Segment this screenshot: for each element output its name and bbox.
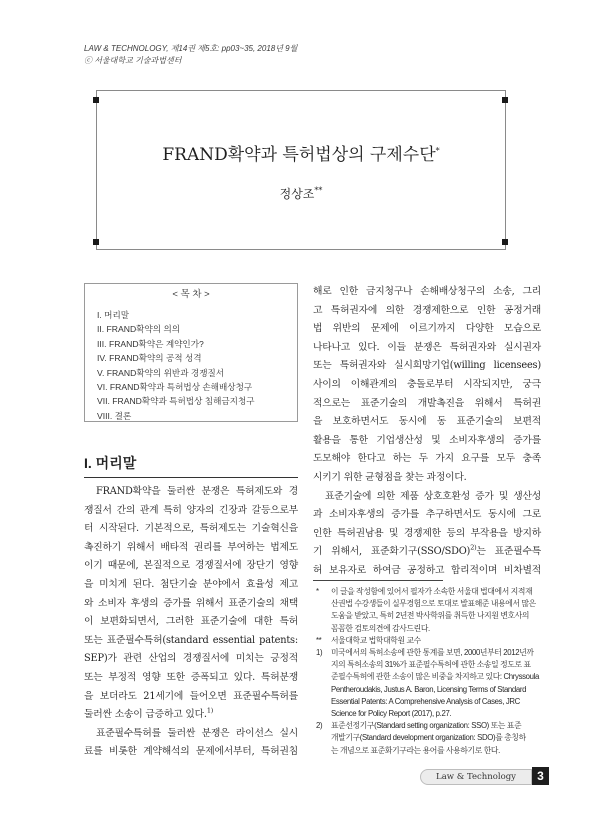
footnote-line: 지의 특허소송의 31%가 표준필수특허에 관한 소송일 정도로 표: [331, 660, 531, 670]
article-author: [96, 186, 506, 202]
corner-square-bottom-left: [93, 239, 99, 245]
body-line: 또는 표준필수특허(standard essential patents:: [84, 634, 298, 646]
footnote-text: [331, 647, 539, 720]
body-line: 료를 비롯한 계약해석의 문제에서부터, 특허권침: [84, 746, 298, 758]
footnote-marker: 1): [316, 648, 323, 658]
body-line: 촉진하기 위해서 배타적 권리를 부여하는 법제도: [84, 541, 298, 553]
article-title: [96, 144, 506, 166]
toc-item: I. 머리말: [97, 310, 130, 320]
body-line: 허 보유자로 하여금 공정하고 합리적이며 비차별적: [313, 564, 541, 576]
body-line-text: 둘러싼 소송이 급증하고 있다.: [84, 709, 207, 721]
footnote: [316, 635, 541, 647]
body-line: 활용을 통한 기업생산성 및 소비자후생의 증가를: [313, 434, 541, 446]
body-line: 법 위반의 문제에 이르기까지 다양한 모습으로: [313, 323, 541, 335]
right-column-body: [313, 283, 541, 581]
body-line: FRAND확약을 둘러싼 분쟁은 특허제도와 경: [96, 486, 298, 497]
footnote-text: [331, 586, 536, 635]
body-line: 표준필수특허를 둘러싼 분쟁은 라이선스 실시: [96, 727, 298, 739]
footnotes: [316, 586, 541, 757]
footnote-line: 서울대학교 법학대학원 교수: [331, 635, 421, 645]
body-line: 또는 부정적 영향 또한 증폭되고 있다. 특허분쟁: [84, 671, 298, 683]
footnote-reference: 2): [470, 544, 477, 553]
toc-heading: < 목 차 >: [172, 289, 210, 300]
body-line: 해로 인한 금지청구나 손해배상청구의 소송, 그리: [313, 286, 541, 297]
left-column-body: [84, 483, 298, 762]
body-line: 표준기술에 의한 제품 상호호환성 증가 및 생산성: [325, 490, 541, 502]
footnote-line: Science for Policy Report (2017), p.27.: [331, 709, 452, 719]
toc-item: VII. FRAND확약과 특허법상 침해금지청구: [97, 396, 255, 407]
section-divider: [84, 477, 298, 478]
footnote: [316, 647, 541, 720]
footnote-line: 도움을 받았고, 특히 2년전 박사학위를 취득한 나지원 변호사의: [331, 611, 530, 621]
body-line: 고 특허권자에 의한 경쟁제한으로 인한 공정거래: [313, 304, 541, 316]
body-line-text: 는 표준필수특: [476, 546, 541, 558]
page-number: 3: [532, 767, 549, 785]
toc-item: II. FRAND확약의 의의: [97, 324, 181, 335]
toc-item: VI. FRAND확약과 특허법상 손해배상청구: [97, 382, 253, 393]
section-heading: I. 머리말: [84, 455, 137, 471]
footnote-line: 준필수특허에 관한 소송이 많은 비중을 차지하고 있다: Chryssoula: [331, 672, 540, 682]
footnote-marker: *: [316, 587, 319, 596]
toc-item: III. FRAND확약은 계약인가?: [97, 338, 204, 349]
author-footnote-mark: **: [314, 186, 323, 195]
footnote-text: [331, 635, 421, 647]
body-line: 또는 특허권자와 실시희망기업(willing licensees): [313, 360, 541, 372]
corner-square-top-left: [93, 97, 99, 103]
body-line: [84, 706, 298, 725]
body-line: 사이의 이해관계의 충돌로부터 시작되지만, 궁극: [313, 378, 541, 390]
footnote-line: 꼼꼼한 검토의견에 감사드린다.: [331, 623, 430, 633]
footer-journal-label: Law & Technology: [420, 769, 532, 785]
footnote-line: 미국에서의 특허소송에 관한 통계를 보면, 2000년부터 2012년까: [331, 648, 534, 658]
footnote-separator: [313, 580, 443, 581]
footnote-line: Essential Patents: A Comprehensive Analysis of Cases, JRC: [331, 696, 520, 706]
footnote-line: 는 개념으로 표준화기구라는 용어를 사용하기로 한다.: [331, 745, 500, 755]
title-frame: [96, 90, 506, 250]
body-line: 을 미치게 된다. 첨단기술 분야에서 효율성 제고: [84, 578, 298, 590]
corner-square-bottom-right: [502, 239, 508, 245]
body-line: 터 시작된다. 기본적으로, 특허제도는 기술혁신을: [84, 523, 298, 535]
body-line: [313, 543, 541, 562]
toc-list: [97, 308, 297, 423]
footnote-marker: **: [316, 635, 322, 645]
body-line: 을 보호하면서도 동시에 동 표준기술의 보편적: [313, 416, 541, 428]
body-line: 이기 때문에, 본질적으로 경쟁질서에 장단기 영향: [84, 560, 298, 572]
footnote-line: Pentheroudakis, Justus A. Baron, Licensing Terms of Standard: [331, 684, 527, 694]
body-line: 시키기 위한 균형점을 찾는 과정이다.: [313, 471, 467, 483]
footnote-line: 이 글을 작성함에 있어서 필자가 소속한 서울대 법대에서 지적재: [331, 587, 533, 596]
body-line: SEP)가 관련 산업의 경쟁질서에 미치는 긍정적: [84, 653, 298, 665]
body-line: 과 소비자후생의 증가를 추구하면서도 동시에 그로: [313, 509, 541, 521]
author-name: 정상조: [279, 187, 315, 201]
body-line: 을 보더라도 21세기에 들어오면 표준필수특허를: [84, 690, 298, 702]
table-of-contents: [84, 283, 298, 422]
journal-citation-line: LAW & TECHNOLOGY, 제14권 제5호: pp03~35, 2018년 9월: [84, 44, 298, 53]
title-footnote-mark: *: [435, 146, 440, 156]
body-line: 나타나고 있다. 이들 분쟁은 특허권자와 실시권자: [313, 341, 541, 353]
body-line-text: 기 위해서, 표준화기구(SSO/SDO): [313, 546, 471, 558]
footnote: [316, 586, 541, 635]
footnote-line: 산권법 수강생들이 실무경험으로 토대로 발표해준 내용에서 많은: [331, 599, 536, 609]
footnote: [316, 720, 541, 757]
toc-item: V. FRAND확약의 위반과 경쟁질서: [97, 367, 225, 378]
toc-item: IV. FRAND확약의 공적 성격: [97, 353, 202, 364]
footnote-line: 개발기구(Standard development organization: SDO)를 총칭하: [331, 733, 526, 743]
footnote-marker: 2): [316, 721, 323, 731]
footnote-text: [331, 720, 526, 757]
footnote-reference: 1): [206, 706, 214, 715]
body-line: 도모해야 한다고 하는 두 가지 요구를 모두 충족: [313, 453, 541, 465]
body-line: 적으로는 표준기술의 개발촉진을 위해서 특허권: [313, 397, 541, 409]
corner-square-top-right: [502, 97, 508, 103]
body-line: 인한 특허권남용 및 경쟁제한 등의 부작용을 방지하: [313, 527, 541, 539]
article-title-text: FRAND확약과 특허법상의 구제수단: [162, 145, 436, 165]
body-line: 와 소비자 후생의 증가를 위해서 표준기술의 채택: [84, 597, 298, 609]
footnote-line: 표준선정기구(Standard setting organization: SSO) 또는 표준: [331, 721, 522, 731]
body-line: 쟁질서 간의 관계 특히 양자의 긴장과 갈등으로부: [84, 504, 298, 516]
copyright-line: ⓒ 서울대학교 기술과법센터: [84, 56, 182, 65]
body-line: 이 보편화되면서, 그러한 표준기술에 대한 특허: [84, 616, 298, 628]
toc-item: VIII. 결론: [97, 410, 132, 421]
